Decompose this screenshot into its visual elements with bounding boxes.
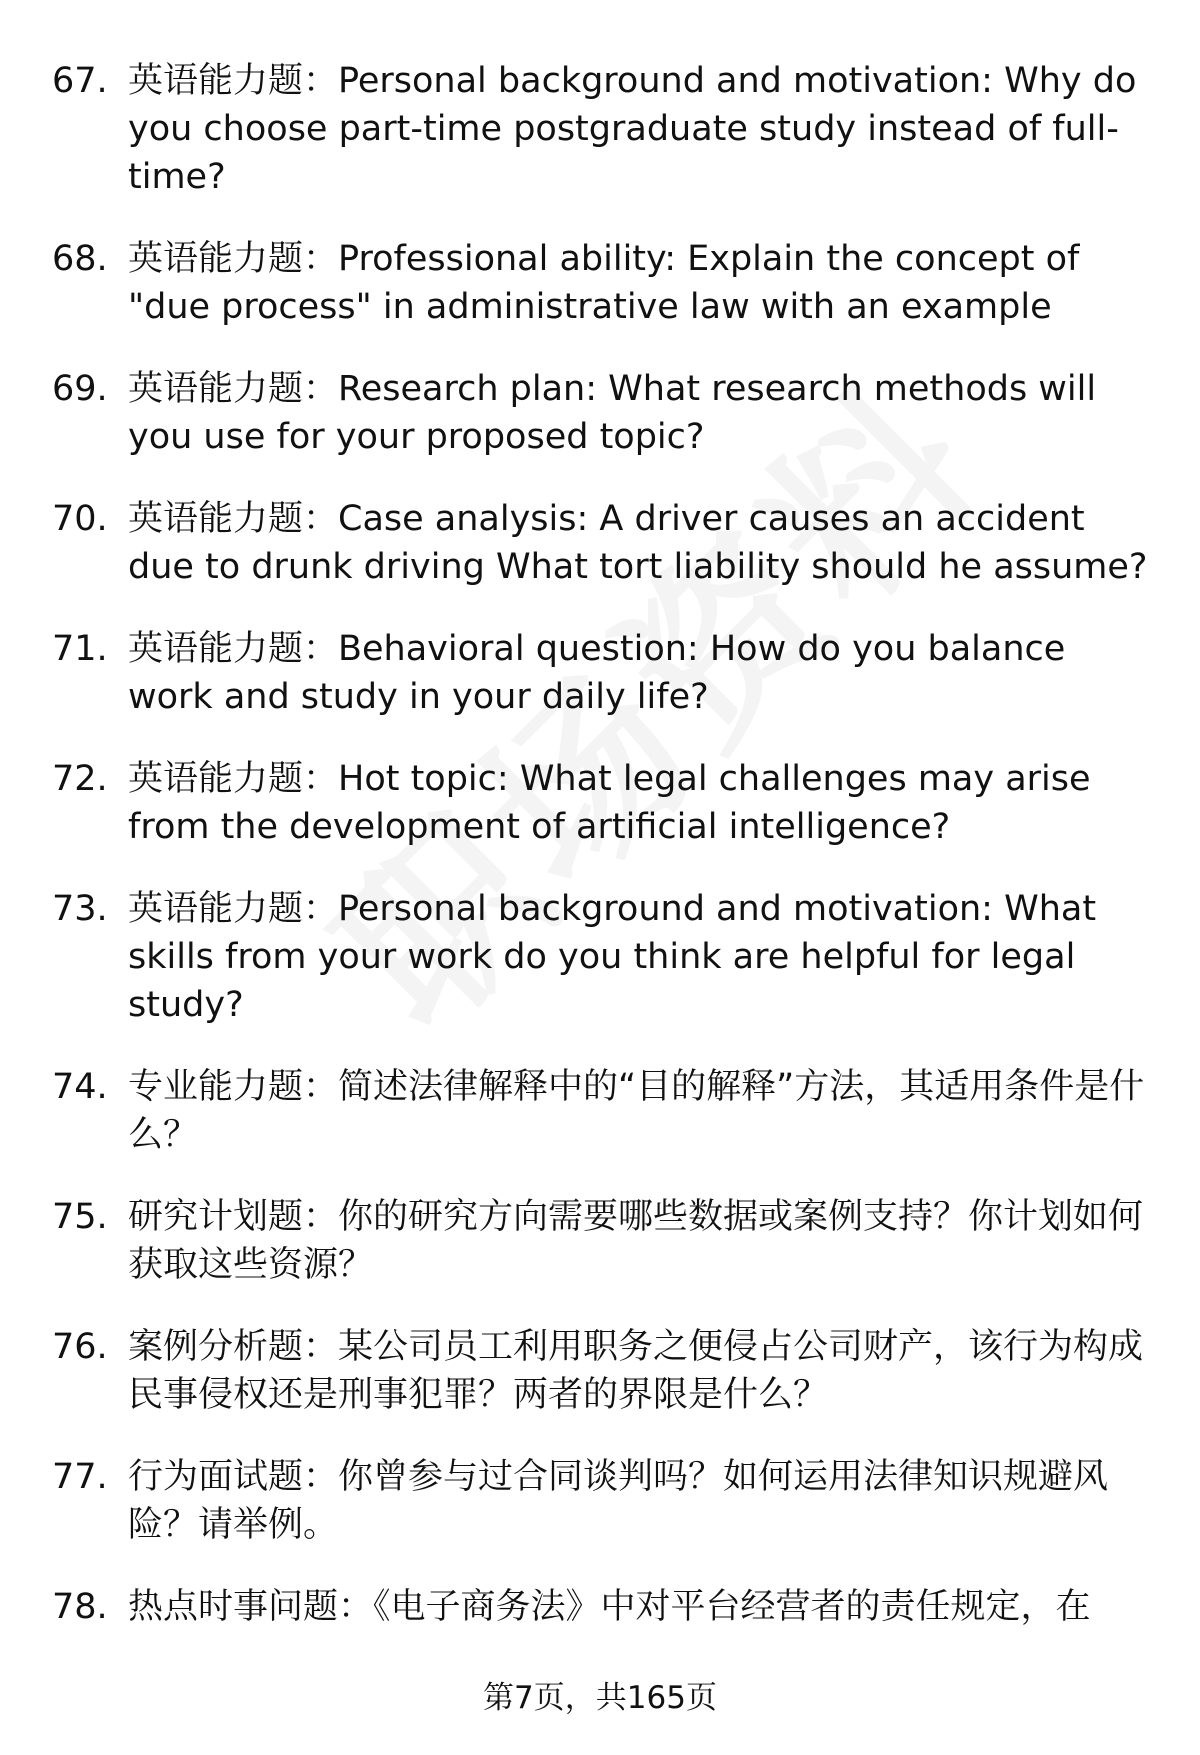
question-item xyxy=(52,625,1162,721)
question-item xyxy=(52,365,1162,461)
question-item xyxy=(52,1583,1162,1631)
question-number: 73. xyxy=(52,889,108,929)
question-text: 英语能力题：Personal background and motivation: What skills from your work do you think are helpful for legal study? xyxy=(128,889,1097,1025)
question-number: 75. xyxy=(52,1197,108,1237)
question-number: 72. xyxy=(52,759,108,799)
question-item xyxy=(52,495,1162,591)
question-text: 英语能力题：Hot topic: What legal challenges may arise from the development of artificial intelligence? xyxy=(128,759,1091,847)
question-text: 英语能力题：Professional ability: Explain the concept of "due process" in administrative law with an example xyxy=(128,239,1080,327)
question-item xyxy=(52,1063,1162,1159)
question-item xyxy=(52,1323,1162,1419)
question-number: 70. xyxy=(52,499,108,539)
question-text: 英语能力题：Research plan: What research methods will you use for your proposed topic? xyxy=(128,369,1097,457)
question-text: 英语能力题：Behavioral question: How do you balance work and study in your daily life? xyxy=(128,629,1066,717)
question-number: 76. xyxy=(52,1327,108,1367)
question-item xyxy=(52,755,1162,851)
question-number: 69. xyxy=(52,369,108,409)
question-number: 71. xyxy=(52,629,108,669)
question-number: 68. xyxy=(52,239,108,279)
question-text: 英语能力题：Personal background and motivation: Why do you choose part-time postgraduate study instead of full-time? xyxy=(128,61,1137,197)
question-text: 行为面试题：你曾参与过合同谈判吗？如何运用法律知识规避风险？请举例。 xyxy=(128,1457,1109,1545)
question-number: 78. xyxy=(52,1587,108,1627)
question-number: 67. xyxy=(52,61,108,101)
question-item xyxy=(52,57,1162,201)
question-item xyxy=(52,885,1162,1029)
page-footer: 第7页，共165页 xyxy=(483,1680,717,1716)
question-text: 专业能力题：简述法律解释中的“目的解释”方法，其适用条件是什么？ xyxy=(128,1067,1145,1155)
question-text: 案例分析题：某公司员工利用职务之便侵占公司财产，该行为构成民事侵权还是刑事犯罪？两者的界限是什么？ xyxy=(128,1327,1144,1415)
question-text: 研究计划题：你的研究方向需要哪些数据或案例支持？你计划如何获取这些资源？ xyxy=(128,1197,1144,1285)
question-number: 74. xyxy=(52,1067,108,1107)
question-text: 热点时事问题：《电子商务法》中对平台经营者的责任规定，在 xyxy=(128,1587,1091,1627)
question-list xyxy=(52,57,1162,1665)
question-text: 英语能力题：Case analysis: A driver causes an accident due to drunk driving What tort liability should he assume? xyxy=(128,499,1148,587)
question-item xyxy=(52,235,1162,331)
question-item xyxy=(52,1193,1162,1289)
question-item xyxy=(52,1453,1162,1549)
question-number: 77. xyxy=(52,1457,108,1497)
